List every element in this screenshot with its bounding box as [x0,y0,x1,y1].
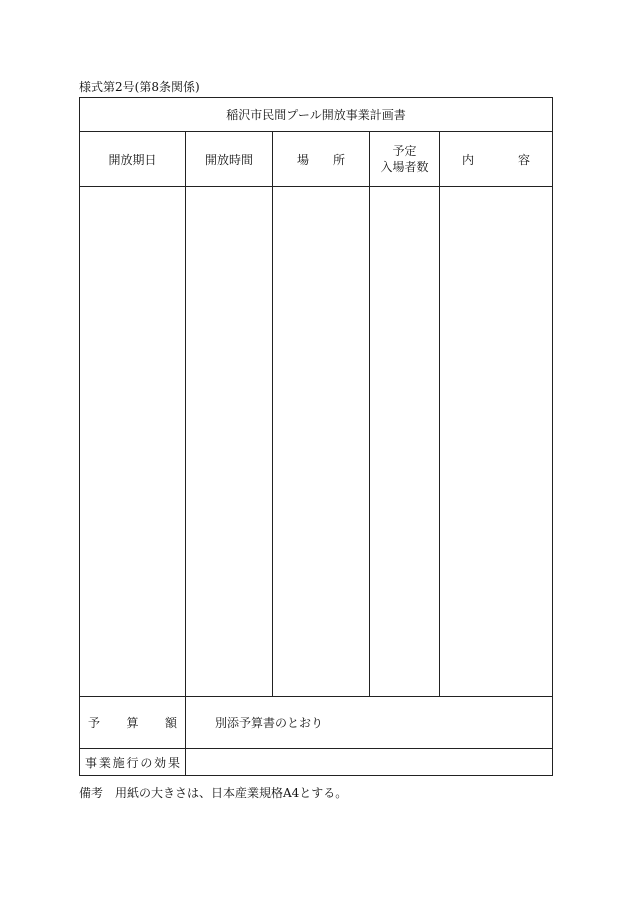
remarks-note: 備考 用紙の大きさは、日本産業規格A4とする。 [79,786,348,800]
form-number-label: 様式第2号(第8条関係) [79,80,200,94]
header-expected-attendance: 予定 入場者数 [370,132,440,186]
entry-place-cell [273,187,370,696]
budget-value: 別添予算書のとおり [215,716,324,730]
table-title: 稲沢市民間プール開放事業計画書 [226,108,406,122]
entry-expected-attendance-cell [370,187,440,696]
header-place: 場 所 [273,132,370,186]
entry-row [80,187,552,697]
plan-table [79,97,553,776]
budget-label: 予 算 額 [80,697,186,748]
header-row [80,132,552,187]
header-open-date: 開放期日 [80,132,186,186]
header-content: 内 容 [462,152,530,167]
effect-label: 事 業 施 行 の 効 果 [80,749,186,775]
entry-open-date-cell [80,187,186,696]
table-title-row [80,98,552,132]
entry-open-time-cell [186,187,273,696]
header-open-time: 開放時間 [186,132,273,186]
effect-value-cell [186,749,552,775]
effect-row [80,749,552,775]
budget-row [80,697,552,749]
entry-content-cell [440,187,552,696]
